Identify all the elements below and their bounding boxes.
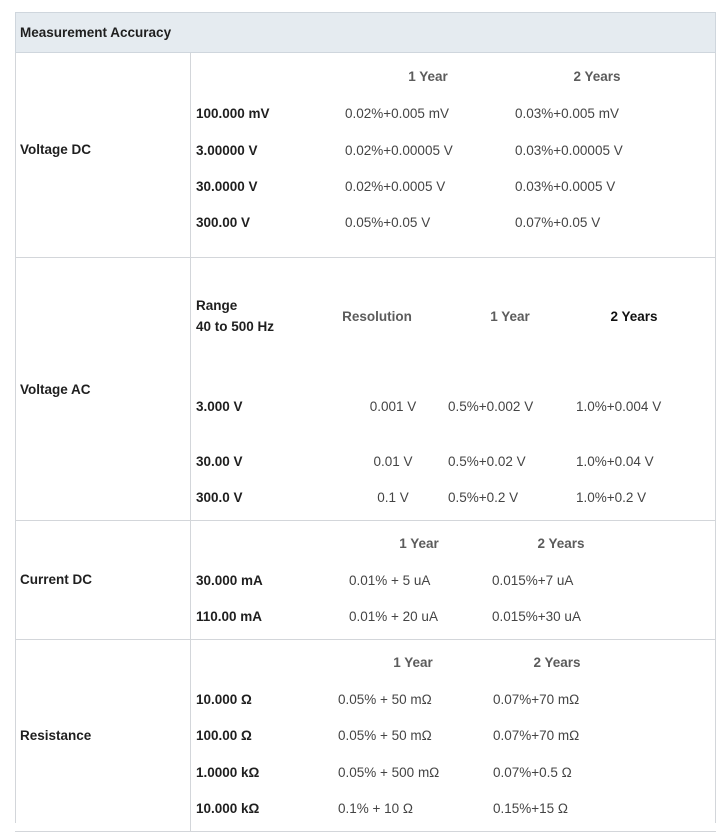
section-label-current-dc: Current DC: [20, 572, 93, 587]
range-value: 10.000 kΩ: [196, 801, 260, 816]
range-value: 300.0 V: [196, 490, 243, 505]
accuracy-2-years: 1.0%+0.004 V: [576, 399, 662, 414]
header-2-years: 2 Years: [610, 309, 658, 324]
accuracy-1-year: 0.01% + 5 uA: [349, 573, 431, 588]
accuracy-2-years: 0.15%+15 Ω: [493, 801, 569, 816]
accuracy-2-years: 1.0%+0.04 V: [576, 454, 654, 469]
header-1-year: 1 Year: [490, 309, 530, 324]
accuracy-table: [15, 12, 716, 823]
header-1-year: 1 Year: [393, 655, 433, 670]
range-value: 100.00 Ω: [196, 728, 252, 743]
accuracy-2-years: 0.03%+0.005 mV: [515, 106, 619, 121]
range-value: 10.000 Ω: [196, 692, 252, 707]
section-voltage-ac: [15, 258, 716, 521]
range-value: 3.00000 V: [196, 143, 258, 158]
range-value: 100.000 mV: [196, 106, 270, 121]
section-label-voltage-ac: Voltage AC: [20, 382, 91, 397]
accuracy-2-years: 0.07%+0.5 Ω: [493, 765, 572, 780]
accuracy-2-years: 0.07%+70 mΩ: [493, 728, 580, 743]
range-header: Range: [196, 298, 238, 313]
header-resolution: Resolution: [342, 309, 412, 324]
column-divider: [190, 53, 191, 257]
resolution-value: 0.001 V: [369, 399, 417, 414]
accuracy-1-year: 0.05% + 50 mΩ: [338, 728, 432, 743]
table-title: Measurement Accuracy: [15, 12, 716, 53]
header-2-years: 2 Years: [533, 655, 581, 670]
header-2-years: 2 Years: [537, 536, 585, 551]
header-2-years: 2 Years: [573, 69, 621, 84]
accuracy-1-year: 0.02%+0.00005 V: [345, 143, 453, 158]
accuracy-2-years: 0.07%+0.05 V: [515, 215, 601, 230]
range-value: 3.000 V: [196, 399, 243, 414]
section-resistance: [15, 640, 716, 832]
accuracy-1-year: 0.5%+0.2 V: [448, 490, 519, 505]
header-1-year: 1 Year: [408, 69, 448, 84]
resolution-value: 0.1 V: [377, 490, 409, 505]
accuracy-1-year: 0.02%+0.005 mV: [345, 106, 449, 121]
section-label-voltage-dc: Voltage DC: [20, 142, 92, 157]
section-voltage-dc: [15, 53, 716, 258]
accuracy-2-years: 1.0%+0.2 V: [576, 490, 647, 505]
accuracy-2-years: 0.015%+30 uA: [492, 609, 581, 624]
accuracy-2-years: 0.015%+7 uA: [492, 573, 574, 588]
accuracy-2-years: 0.03%+0.0005 V: [515, 179, 616, 194]
frequency-header: 40 to 500 Hz: [196, 319, 275, 334]
accuracy-1-year: 0.05% + 50 mΩ: [338, 692, 432, 707]
column-divider: [190, 640, 191, 831]
accuracy-1-year: 0.01% + 20 uA: [349, 609, 438, 624]
range-value: 30.000 mA: [196, 573, 263, 588]
accuracy-1-year: 0.1% + 10 Ω: [338, 801, 414, 816]
accuracy-2-years: 0.07%+70 mΩ: [493, 692, 580, 707]
range-value: 30.0000 V: [196, 179, 258, 194]
accuracy-1-year: 0.5%+0.02 V: [448, 454, 526, 469]
section-current-dc: [15, 521, 716, 640]
accuracy-1-year: 0.5%+0.002 V: [448, 399, 534, 414]
accuracy-1-year: 0.05%+0.05 V: [345, 215, 431, 230]
range-value: 300.00 V: [196, 215, 251, 230]
column-divider: [190, 521, 191, 639]
header-1-year: 1 Year: [399, 536, 439, 551]
accuracy-2-years: 0.03%+0.00005 V: [515, 143, 623, 158]
range-value: 30.00 V: [196, 454, 243, 469]
accuracy-1-year: 0.02%+0.0005 V: [345, 179, 446, 194]
column-divider: [190, 258, 191, 520]
range-value: 1.0000 kΩ: [196, 765, 260, 780]
accuracy-1-year: 0.05% + 500 mΩ: [338, 765, 440, 780]
section-label-resistance: Resistance: [20, 728, 92, 743]
resolution-value: 0.01 V: [373, 454, 413, 469]
range-value: 110.00 mA: [196, 609, 263, 624]
